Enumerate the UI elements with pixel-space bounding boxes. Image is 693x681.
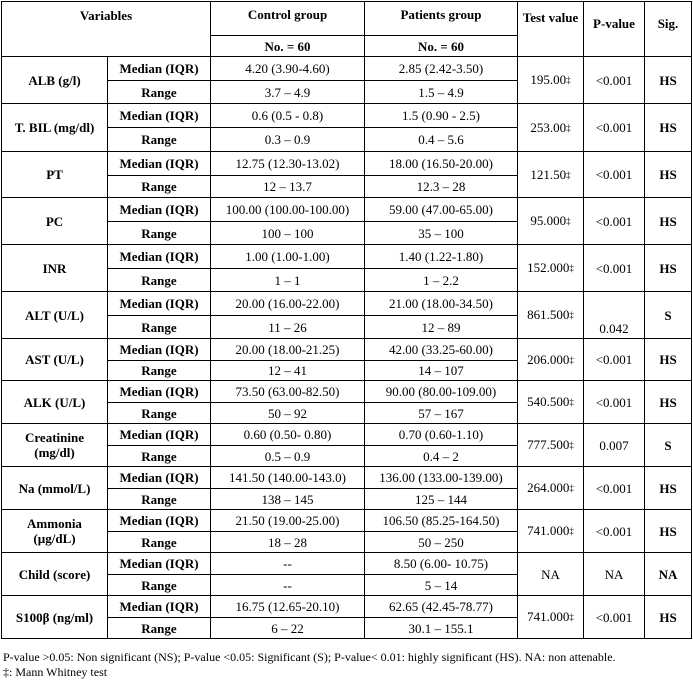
control-range: 0.3 – 0.9	[211, 128, 365, 152]
patients-median: 18.00 (16.50-20.00)	[365, 152, 518, 176]
header-patients-n: No. = 60	[365, 36, 518, 57]
significance: NA	[645, 553, 692, 596]
control-range: 6 – 22	[211, 618, 365, 639]
header-variables: Variables	[2, 2, 211, 57]
control-median: 73.50 (63.00-82.50)	[211, 381, 365, 403]
stat-label-range: Range	[108, 446, 211, 467]
significance: HS	[645, 596, 692, 639]
test-value	[518, 152, 584, 198]
variable-name: Ammonia (µg/dL)	[2, 510, 108, 553]
stat-label-median: Median (IQR)	[108, 339, 211, 361]
control-range: 12 – 41	[211, 361, 365, 381]
patients-range: 5 – 14	[365, 575, 518, 596]
variable-name: ALB (g/l)	[2, 57, 108, 104]
stat-label-median: Median (IQR)	[108, 553, 211, 575]
stat-label-range: Range	[108, 361, 211, 381]
significance: HS	[645, 467, 692, 510]
footnote-test: ‡: Mann Whitney test	[3, 665, 108, 679]
patients-range: 0.4 – 5.6	[365, 128, 518, 152]
patients-range: 12 – 89	[365, 316, 518, 339]
control-median: 21.50 (19.00-25.00)	[211, 510, 365, 532]
control-range: 11 – 26	[211, 316, 365, 339]
significance: HS	[645, 381, 692, 424]
control-range: 3.7 – 4.9	[211, 81, 365, 104]
control-range: 1 – 1	[211, 269, 365, 292]
stat-label-median: Median (IQR)	[108, 57, 211, 81]
patients-median: 136.00 (133.00-139.00)	[365, 467, 518, 489]
p-value: <0.001	[584, 510, 645, 553]
table-row	[2, 245, 692, 269]
patients-median: 1.5 (0.90 - 2.5)	[365, 104, 518, 128]
test-value-number: 121.50	[530, 166, 567, 182]
variable-name: Child (score)	[2, 553, 108, 596]
variable-name: Na (mmol/L)	[2, 467, 108, 510]
header-test-value: Test value	[518, 2, 584, 57]
patients-range: 125 – 144	[365, 489, 518, 510]
test-value-number: NA	[541, 566, 560, 582]
test-value	[518, 198, 584, 245]
stat-label-median: Median (IQR)	[108, 292, 211, 316]
control-range: --	[211, 575, 365, 596]
table-row	[2, 339, 692, 361]
mann-whitney-dagger: ‡	[569, 397, 574, 407]
test-value-number: 152.000	[527, 260, 570, 275]
mann-whitney-dagger: ‡	[569, 612, 574, 622]
stat-label-median: Median (IQR)	[108, 198, 211, 222]
table-row	[2, 104, 692, 128]
stat-label-range: Range	[108, 403, 211, 424]
header-sig: Sig.	[645, 2, 692, 57]
p-value: <0.001	[584, 245, 645, 292]
patients-median: 2.85 (2.42-3.50)	[365, 57, 518, 81]
stat-label-range: Range	[108, 128, 211, 152]
significance: HS	[645, 152, 692, 198]
significance: HS	[645, 510, 692, 553]
p-value: NA	[584, 553, 645, 596]
significance: HS	[645, 245, 692, 292]
variable-name: AST (U/L)	[2, 339, 108, 381]
test-value-number: 253.00	[530, 119, 567, 135]
p-value: <0.001	[584, 596, 645, 639]
stat-label-median: Median (IQR)	[108, 467, 211, 489]
stat-label-median: Median (IQR)	[108, 596, 211, 618]
p-value: <0.001	[584, 57, 645, 104]
table-row	[2, 510, 692, 532]
table-row	[2, 57, 692, 81]
header-control-group: Control group	[211, 2, 365, 36]
p-value: <0.001	[584, 381, 645, 424]
mann-whitney-dagger: ‡	[569, 483, 574, 493]
footnote-significance: P-value >0.05: Non significant (NS); P-value <0.05: Significant (S); P-value< 0.01: highly significant (HS). NA: non attenable.	[3, 650, 616, 664]
stat-label-range: Range	[108, 489, 211, 510]
stat-label-median: Median (IQR)	[108, 381, 211, 403]
test-value	[518, 510, 584, 553]
test-value	[518, 292, 584, 339]
variable-name: ALT (U/L)	[2, 292, 108, 339]
header-row-1	[2, 2, 692, 36]
patients-median: 0.70 (0.60-1.10)	[365, 424, 518, 446]
control-median: 20.00 (16.00-22.00)	[211, 292, 365, 316]
header-patients-group: Patients group	[365, 2, 518, 36]
header-control-n: No. = 60	[211, 36, 365, 57]
significance: HS	[645, 57, 692, 104]
test-value-number: 777.500	[527, 437, 570, 452]
test-value	[518, 57, 584, 104]
patients-range: 35 – 100	[365, 222, 518, 245]
patients-range: 30.1 – 155.1	[365, 618, 518, 639]
control-median: 16.75 (12.65-20.10)	[211, 596, 365, 618]
stat-label-median: Median (IQR)	[108, 104, 211, 128]
table-row	[2, 424, 692, 446]
control-range: 50 – 92	[211, 403, 365, 424]
stat-label-range: Range	[108, 269, 211, 292]
p-value: <0.001	[584, 467, 645, 510]
results-table	[1, 1, 692, 639]
variable-name: INR	[2, 245, 108, 292]
mann-whitney-dagger: ‡	[569, 263, 574, 273]
mann-whitney-dagger: ‡	[569, 440, 574, 450]
test-value	[518, 104, 584, 152]
patients-range: 57 – 167	[365, 403, 518, 424]
table-row	[2, 553, 692, 575]
mann-whitney-dagger: ‡	[569, 310, 574, 320]
control-range: 100 – 100	[211, 222, 365, 245]
variable-name: S100β (ng/ml)	[2, 596, 108, 639]
variable-name: Creatinine (mg/dl)	[2, 424, 108, 467]
patients-median: 1.40 (1.22-1.80)	[365, 245, 518, 269]
control-median: 100.00 (100.00-100.00)	[211, 198, 365, 222]
test-value	[518, 467, 584, 510]
stat-label-range: Range	[108, 532, 211, 553]
significance: HS	[645, 198, 692, 245]
table-row	[2, 152, 692, 176]
stat-label-range: Range	[108, 575, 211, 596]
patients-median: 8.50 (6.00- 10.75)	[365, 553, 518, 575]
patients-range: 50 – 250	[365, 532, 518, 553]
control-range: 0.5 – 0.9	[211, 446, 365, 467]
test-value	[518, 424, 584, 467]
control-median: 12.75 (12.30-13.02)	[211, 152, 365, 176]
control-median: 20.00 (18.00-21.25)	[211, 339, 365, 361]
patients-median: 90.00 (80.00-109.00)	[365, 381, 518, 403]
stat-label-median: Median (IQR)	[108, 245, 211, 269]
table-row	[2, 596, 692, 618]
stat-label-range: Range	[108, 618, 211, 639]
mann-whitney-dagger: ‡	[569, 354, 574, 365]
table-row	[2, 198, 692, 222]
table-row	[2, 467, 692, 489]
test-value-number: 540.500	[527, 394, 570, 409]
patients-range: 1.5 – 4.9	[365, 81, 518, 104]
test-value	[518, 381, 584, 424]
significance: HS	[645, 104, 692, 152]
test-value-number: 264.000	[527, 480, 570, 495]
control-median: 1.00 (1.00-1.00)	[211, 245, 365, 269]
stat-label-range: Range	[108, 222, 211, 245]
patients-range: 14 – 107	[365, 361, 518, 381]
mann-whitney-dagger: ‡	[566, 75, 571, 85]
p-value: <0.001	[584, 339, 645, 381]
variable-name: T. BIL (mg/dl)	[2, 104, 108, 152]
patients-range: 0.4 – 2	[365, 446, 518, 467]
patients-median: 59.00 (47.00-65.00)	[365, 198, 518, 222]
test-value-number: 206.000	[527, 351, 570, 367]
significance: S	[645, 424, 692, 467]
stat-label-range: Range	[108, 176, 211, 198]
mann-whitney-dagger: ‡	[566, 216, 571, 226]
control-median: 4.20 (3.90-4.60)	[211, 57, 365, 81]
test-value	[518, 339, 584, 381]
significance: S	[645, 292, 692, 339]
patients-median: 106.50 (85.25-164.50)	[365, 510, 518, 532]
stat-label-range: Range	[108, 81, 211, 104]
stat-label-range: Range	[108, 316, 211, 339]
control-median: --	[211, 553, 365, 575]
control-median: 141.50 (140.00-143.0)	[211, 467, 365, 489]
test-value-number: 741.000	[527, 523, 570, 538]
p-value: 0.042	[584, 292, 645, 339]
control-median: 0.60 (0.50- 0.80)	[211, 424, 365, 446]
mann-whitney-dagger: ‡	[566, 122, 571, 133]
patients-range: 12.3 – 28	[365, 176, 518, 198]
control-median: 0.6 (0.5 - 0.8)	[211, 104, 365, 128]
table-footnotes	[3, 650, 616, 680]
table-row	[2, 292, 692, 316]
test-value	[518, 596, 584, 639]
significance: HS	[645, 339, 692, 381]
stat-label-median: Median (IQR)	[108, 152, 211, 176]
patients-median: 62.65 (42.45-78.77)	[365, 596, 518, 618]
header-p-value: P-value	[584, 2, 645, 57]
patients-range: 1 – 2.2	[365, 269, 518, 292]
test-value-number: 741.000	[527, 609, 570, 624]
variable-name: ALK (U/L)	[2, 381, 108, 424]
p-value: <0.001	[584, 198, 645, 245]
p-value: 0.007	[584, 424, 645, 467]
p-value: <0.001	[584, 152, 645, 198]
test-value-number: 861.500	[527, 307, 570, 322]
control-range: 12 – 13.7	[211, 176, 365, 198]
p-value: <0.001	[584, 104, 645, 152]
variable-name: PT	[2, 152, 108, 198]
mann-whitney-dagger: ‡	[569, 526, 574, 536]
stat-label-median: Median (IQR)	[108, 424, 211, 446]
variable-name: PC	[2, 198, 108, 245]
patients-median: 42.00 (33.25-60.00)	[365, 339, 518, 361]
test-value-number: 95.000	[530, 213, 567, 228]
test-value	[518, 245, 584, 292]
control-range: 18 – 28	[211, 532, 365, 553]
mann-whitney-dagger: ‡	[566, 169, 571, 180]
stat-label-median: Median (IQR)	[108, 510, 211, 532]
patients-median: 21.00 (18.00-34.50)	[365, 292, 518, 316]
table-row	[2, 381, 692, 403]
test-value	[518, 553, 584, 596]
control-range: 138 – 145	[211, 489, 365, 510]
test-value-number: 195.00	[530, 72, 567, 87]
